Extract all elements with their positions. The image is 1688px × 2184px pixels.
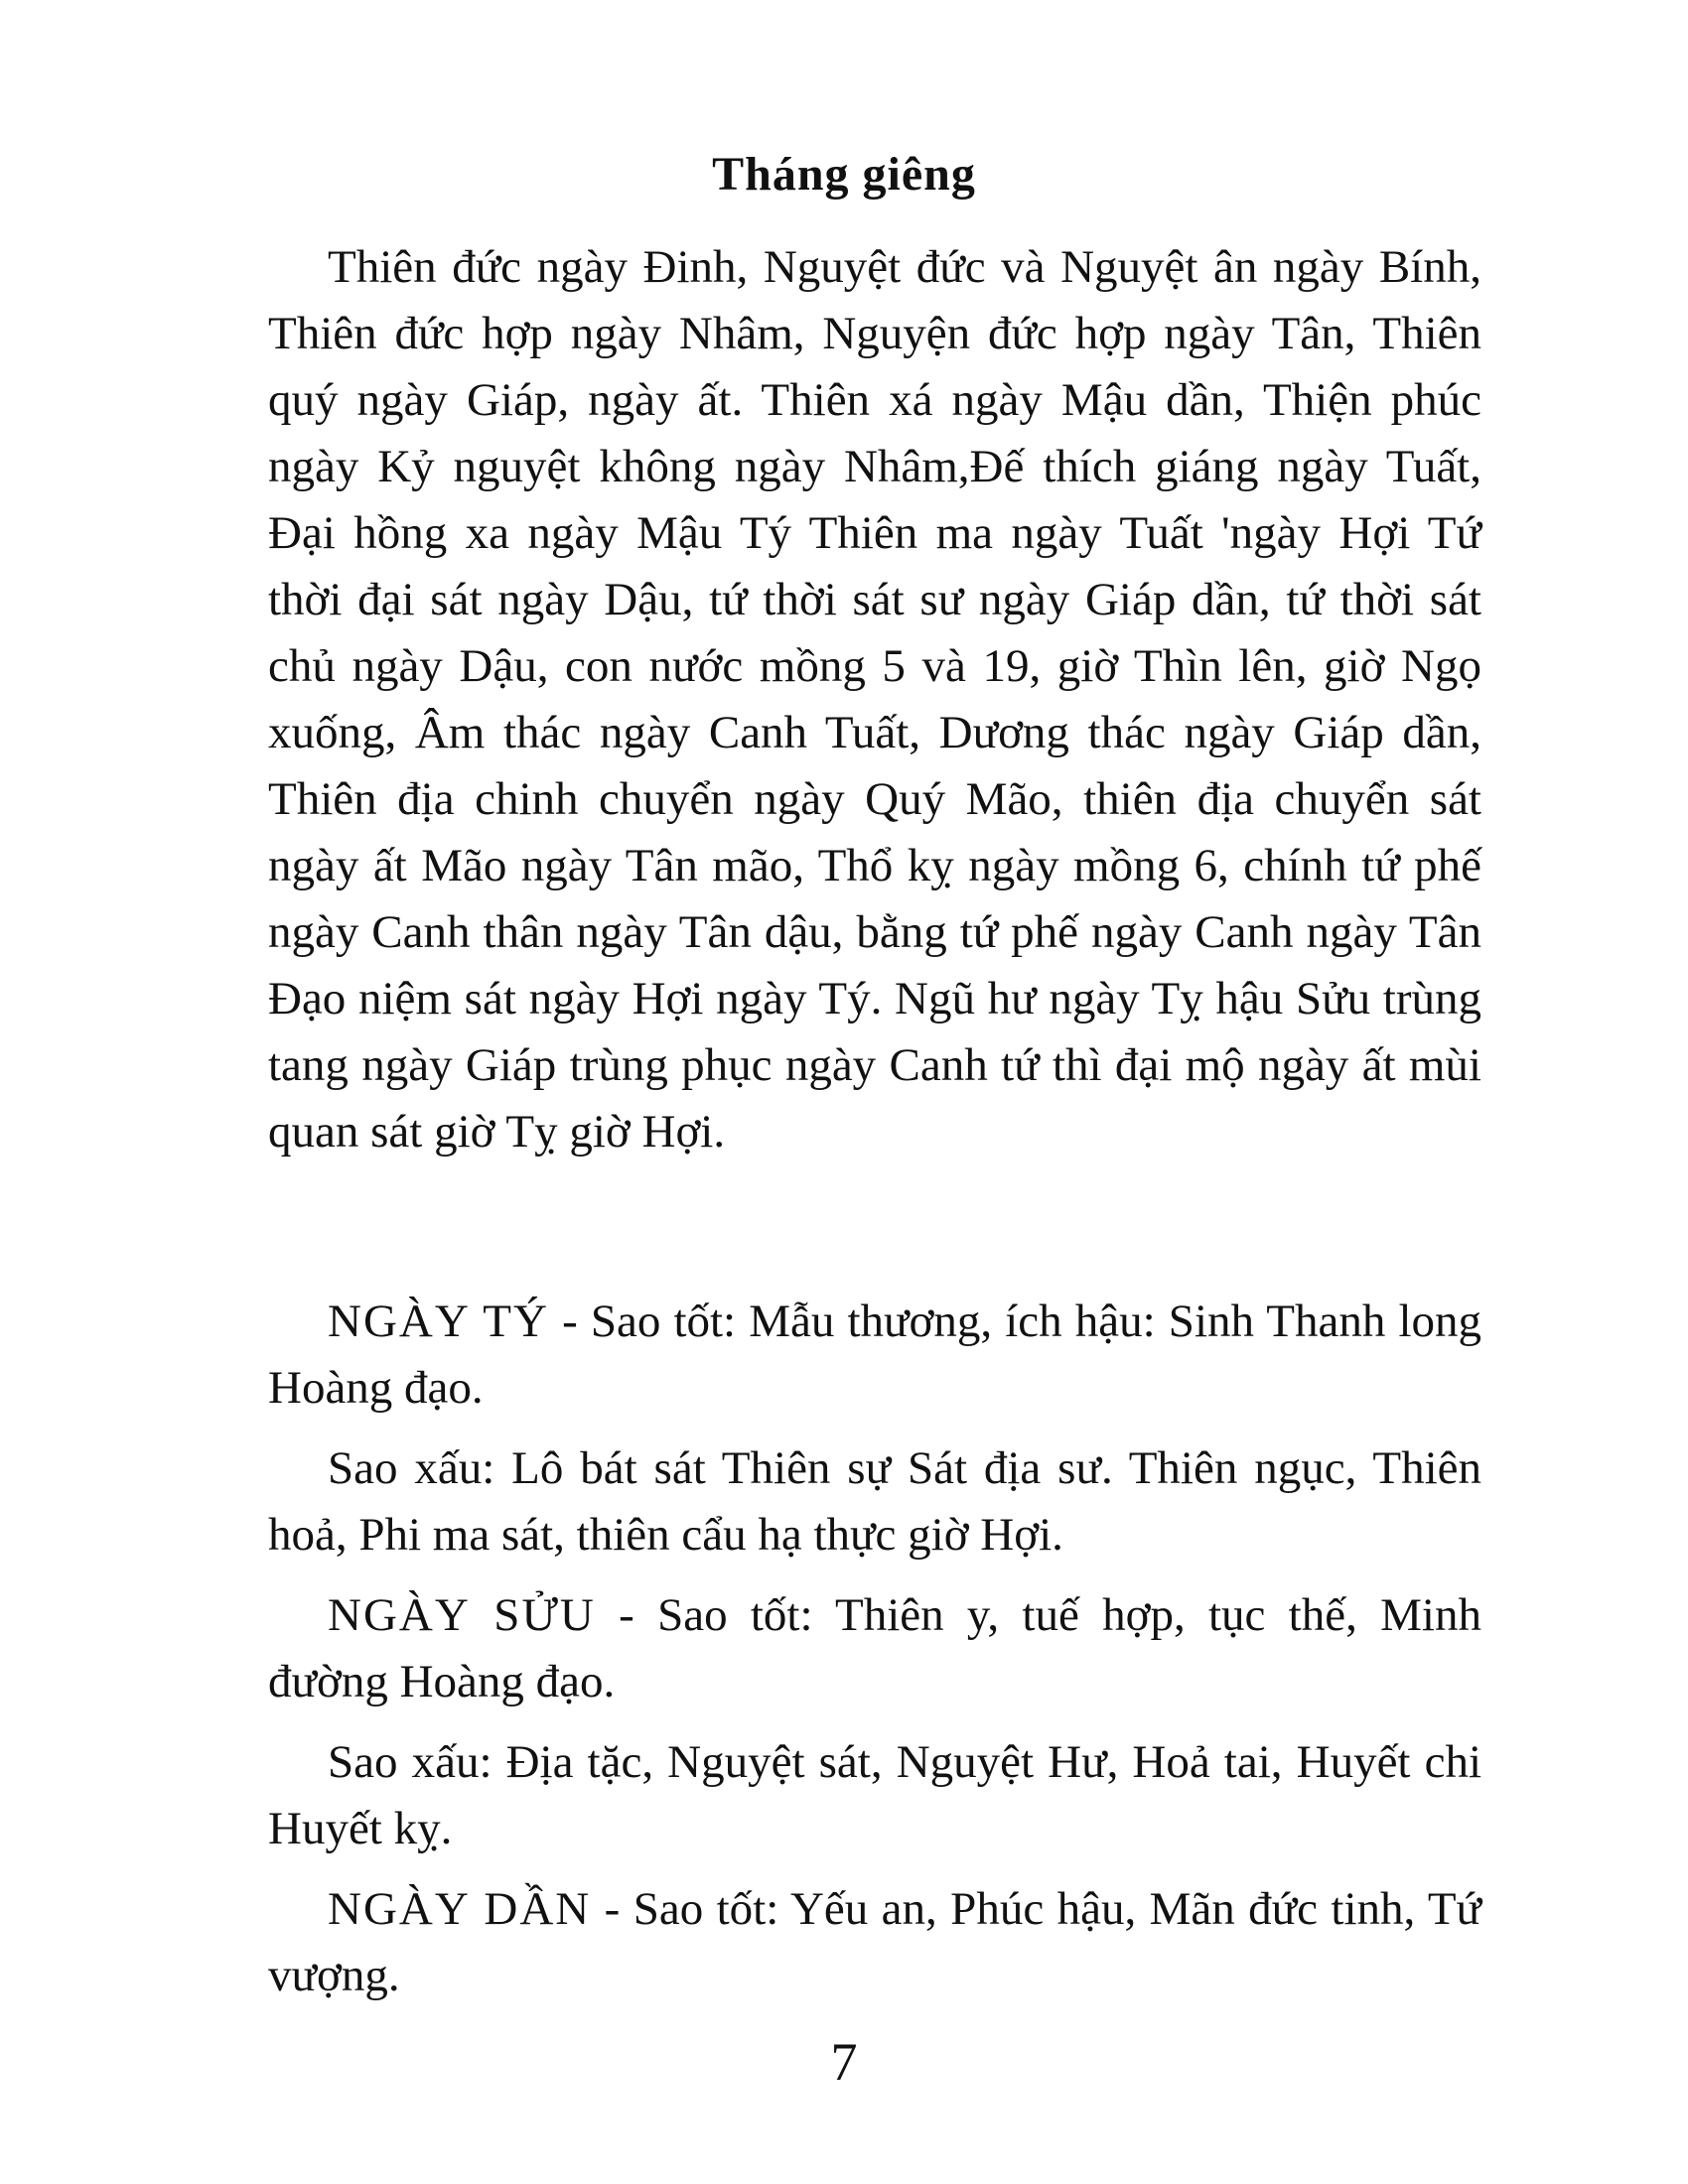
entry-day-label: NGÀY SỬU <box>328 1589 596 1641</box>
intro-section <box>268 234 1481 1165</box>
entry-day-label: NGÀY DẦN <box>328 1883 592 1935</box>
page-number: 7 <box>830 2032 858 2092</box>
entry-paragraph <box>268 1435 1481 1569</box>
day-entries <box>268 1289 1481 2023</box>
entry-paragraph <box>268 1729 1481 1862</box>
intro-paragraph: Thiên đức ngày Đinh, Nguyệt đức và Nguyệt ân ngày Bính, Thiên đức hợp ngày Nhâm, Nguyện đức hợp ngày Tân, Thiên quý ngày Giáp, ngày ất. Thiên xá ngày Mậu dần, Thiện phúc ngày Kỷ nguyệt không ngày Nhâm,Đế thích giáng ngày Tuất, Đại hồng xa ngày Mậu Tý Thiên ma ngày Tuất 'ngày Hợi Tứ thời đại sát ngày Dậu, tứ thời sát sư ngày Giáp dần, tứ thời sát chủ ngày Dậu, con nước mồng 5 và 19, giờ Thìn lên, giờ Ngọ xuống, Âm thác ngày Canh Tuất, Dương thác ngày Giáp dần, Thiên địa chinh chuyển ngày Quý Mão, thiên địa chuyển sát ngày ất Mão ngày Tân mão, Thổ kỵ ngày mồng 6, chính tứ phế ngày Canh thân ngày Tân dậu, bằng tứ phế ngày Canh ngày Tân Đạo niệm sát ngày Hợi ngày Tý. Ngũ hư ngày Tỵ hậu Sửu trùng tang ngày Giáp trùng phục ngày Canh tứ thì đại mộ ngày ất mùi quan sát giờ Tỵ giờ Hợi. <box>268 241 1481 1158</box>
entry-text: - Sao tốt: Thiên y, tuế hợp, tục thế, Minh đường Hoàng đạo. <box>268 1589 1481 1707</box>
entry-text: Sao xấu: Lô bát sát Thiên sự Sát địa sư. Thiên ngục, Thiên hoả, Phi ma sát, thiên cẩu hạ thực giờ Hợi. <box>268 1442 1481 1561</box>
entry-paragraph <box>268 1582 1481 1715</box>
entry-paragraph <box>268 1876 1481 2009</box>
entry-text: - Sao tốt: Mẫu thương, ích hậu: Sinh Thanh long Hoàng đạo. <box>268 1296 1482 1414</box>
entry-text: Sao xấu: Địa tặc, Nguyệt sát, Nguyệt Hư, Hoả tai, Huyết chi Huyết kỵ. <box>268 1736 1481 1854</box>
entry-text: - Sao tốt: Yếu an, Phúc hậu, Mãn đức tinh, Tứ vượng. <box>268 1883 1481 2001</box>
entry-paragraph <box>268 1289 1481 1422</box>
page-title: Tháng giêng <box>712 148 976 201</box>
entry-day-label: NGÀY TÝ <box>328 1296 549 1347</box>
